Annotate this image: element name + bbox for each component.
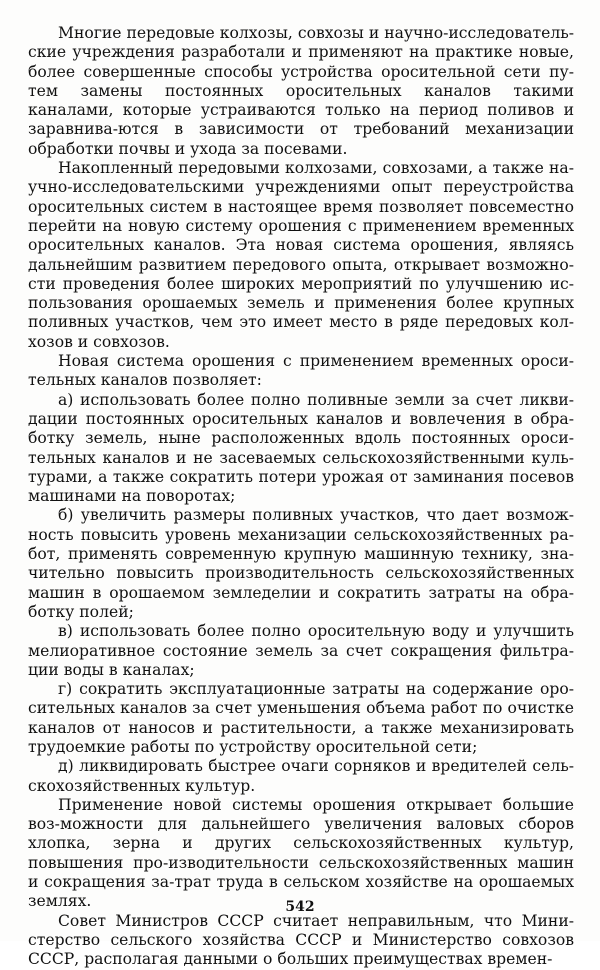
list-item-v: в) использовать более полно оросительную воду и улучшить мелиоративное состояние земель за счет сокращения фильтра-ции воды в каналах; bbox=[28, 622, 574, 679]
body-text bbox=[28, 24, 574, 970]
list-item-d: д) ликвидировать быстрее очаги сорняков и вредителей сель-скохозяйственных культур. bbox=[28, 757, 574, 795]
list-item-a: а) использовать более полно поливные земли за счет ликви-дации постоянных оросительных каналов и вовлечения в обра-ботку земель, ныне расположенных вдоль постоянных ороси-тельных каналов и не засеваемых сельскохозяйственными куль-турами, а также сократить потери урожая от заминания посевов машинами на поворотах; bbox=[28, 390, 574, 506]
page-number: 542 bbox=[285, 899, 315, 915]
paragraph-experience: Накопленный передовыми колхозами, совхозами, а также на-учно-исследовательскими учреждениями опыт переустройства оросительных систем в настоящее время позволяет повсеместно перейти на новую систему орошения с применением временных оросительных каналов. Эта новая система орошения, являясь дальнейшим развитием передового опыта, открывает возможно-сти проведения более широких мероприятий по улучшению ис-пользования орошаемых земель и применения более крупных поливных участков, чем это имеет место в ряде передовых кол-хозов и совхозов. bbox=[28, 159, 574, 351]
paragraph-benefits: Применение новой системы орошения открывает большие воз-можности для дальнейшего увеличения валовых сборов хлопка, зерна и других сельскохозяйственных культур, повышения про-изводительности сельскохозяйственных машин и сокращения за-трат труда в сельском хозяйстве на орошаемых землях. bbox=[28, 795, 574, 911]
list-item-b: б) увеличить размеры поливных участков, что дает возмож-ность повысить уровень механизации сельскохозяйственных ра-бот, применять современную крупную машинную технику, зна-чительно повысить производительность сельскохозяйственных машин в орошаемом земледелии и сократить затраты на обра-ботку полей; bbox=[28, 506, 574, 621]
paragraph-intro: Многие передовые колхозы, совхозы и научно-исследователь-ские учреждения разработали и применяют на практике новые, более совершенные способы устройства оросительной сети пу-тем замены постоянных оросительных каналов такими каналами, которые устраиваются только на период поливов и заравнива-ются в зависимости от требований механизации обработки почвы и ухода за посевами. bbox=[28, 24, 574, 158]
list-item-g: г) сократить эксплуатационные затраты на содержание оро-сительных каналов за счет уменьшения объема работ по очистке каналов от наносов и растительности, а также механизировать трудоемкие работы по устройству оросительной сети; bbox=[28, 680, 574, 756]
paragraph-list-lead: Новая система орошения с применением временных ороси-тельных каналов позволяет: bbox=[28, 352, 574, 390]
paragraph-council: Совет Министров СССР считает неправильным, что Мини-стерство сельского хозяйства СССР и Министерство совхозов СССР, располагая данными о больших преимуществах времен- bbox=[28, 911, 574, 969]
